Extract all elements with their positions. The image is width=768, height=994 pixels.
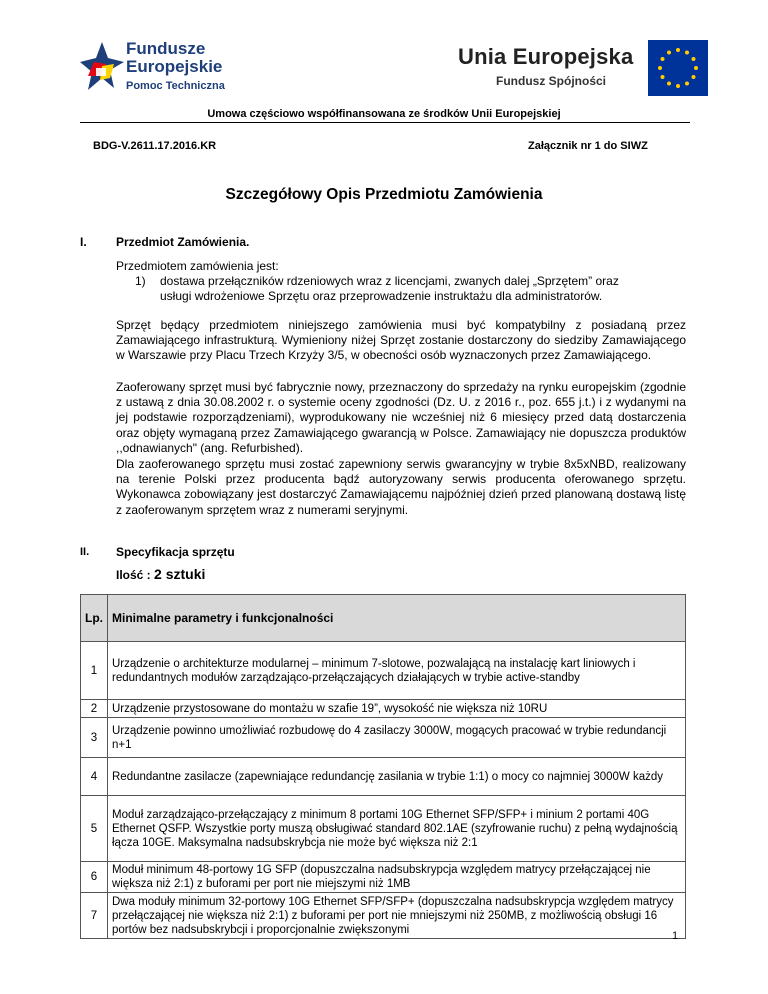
reference-number: BDG-V.2611.17.2016.KR: [93, 140, 217, 152]
row-lp: 4: [81, 758, 108, 796]
ue-subtitle: Fundusz Spójności: [496, 74, 606, 88]
row-lp: 1: [81, 642, 108, 700]
cofinanced-note: Umowa częściowo współfinansowana ze środków Unii Europejskiej: [207, 108, 561, 120]
row-text: Moduł zarządzająco-przełączający z minimum 8 portami 10G Ethernet SFP/SFP+ i minium 2 portami 40G Ethernet QSFP. Wszystkie porty muszą obsługiwać standard 802.1AE (szyfrowanie ruchu) z pełną wydajnością łącza 10GE. Maksymalna nadsubskrybcja nie może być większa niż 2:1: [108, 796, 686, 862]
row-lp: 5: [81, 796, 108, 862]
section1-item-line2: usługi wdrożeniowe Sprzętu oraz przeprowadzenie instruktażu dla administratorów.: [160, 289, 603, 303]
section1-paragraph-2: Zaoferowany sprzęt musi być fabrycznie nowy, przeznaczony do sprzedaży na rynku europejskim (zgodnie z ustawą z dnia 30.08.2002 r. o systemie oceny zgodności (Dz. U. z 2016 r., poz. 655 j.t.) i z wydanymi na jej podstawie rozporządzeniami), wyprodukowany nie wcześniej niż 6 miesięcy przed datą dostarczenia oraz objęty wymaganą przez Zamawiającego gwarancją w Polsce. Zamawiający nie dopuszcza produktów ,,odnawianych" (ang. Refurbished).: [116, 380, 686, 455]
specification-table: [80, 594, 686, 939]
table-row: [81, 893, 686, 939]
row-text: Urządzenie przystosowane do montażu w szafie 19”, wysokość nie większa niż 10RU: [108, 700, 686, 718]
quantity-label: [116, 567, 205, 583]
ue-title: Unia Europejska: [458, 44, 634, 69]
quantity-label-text: Ilość :: [116, 568, 151, 582]
section1-heading: Przedmiot Zamówienia.: [116, 235, 250, 249]
eu-flag-icon: [648, 40, 708, 96]
section1-item-number: 1): [135, 274, 146, 288]
section1-paragraph-1: Sprzęt będący przedmiotem niniejszego zamówienia musi być kompatybilny z posiadaną przez Zamawiającego infrastrukturą. Wymieniony niżej Sprzęt zostanie dostarczony do siedziby Zamawiającego w Warszawie przy Placu Trzech Krzyży 3/5, w obecności osób wyznaczonych przez Zamawiającego.: [116, 318, 686, 363]
row-lp: 6: [81, 862, 108, 893]
unia-europejska-logo: [458, 40, 708, 96]
table-row: [81, 642, 686, 700]
section1-item-line1: dostawa przełączników rdzeniowych wraz z licencjami, zwanych dalej „Sprzętem” oraz: [160, 274, 619, 288]
section1-number: I.: [80, 235, 87, 249]
table-row: [81, 758, 686, 796]
row-text: Redundantne zasilacze (zapewniające redundancję zasilania w trybie 1:1) o mocy co najmniej 3000W każdy: [108, 758, 686, 796]
table-row: [81, 796, 686, 862]
table-header-row: [81, 595, 686, 642]
row-text: Dwa moduły minimum 32-portowy 10G Ethernet SFP/SFP+ (dopuszczalna nadsubskrypcja względem matrycy przełączającej nie większa niż 2:1) z buforami per port nie mniejszymi niż 250MB, z możliwością obsługi 16 portów bez nadsubskrybcji i proporcjonalnie zwiększonymi: [108, 893, 686, 939]
header-divider: [80, 122, 690, 123]
section1-intro: Przedmiotem zamówienia jest:: [116, 259, 279, 273]
table-row: [81, 700, 686, 718]
row-lp: 3: [81, 718, 108, 758]
column-header-lp: Lp.: [81, 595, 108, 642]
fe-line2: Europejskie: [126, 57, 223, 76]
section2-number: II.: [80, 546, 90, 558]
row-text: Urządzenie o architekturze modularnej – minimum 7-slotowe, pozwalającą na instalację kart liniowych i redundantnych modułów zarządzająco-przełączających działających w trybie active-standby: [108, 642, 686, 700]
fe-line1: Fundusze: [126, 39, 206, 58]
table-row: [81, 862, 686, 893]
fe-subtitle: Pomoc Techniczna: [126, 80, 225, 92]
fundusze-europejskie-logo: [80, 38, 260, 98]
quantity-value: 2 sztuki: [154, 566, 206, 582]
row-text: Moduł minimum 48-portowy 1G SFP (dopuszczalna nadsubskrypcja względem matrycy przełączającej nie większa niż 2:1) z buforami per port nie miejszymi niż 1MB: [108, 862, 686, 893]
document-title: Szczegółowy Opis Przedmiotu Zamówienia: [225, 186, 543, 203]
column-header-parameters: Minimalne parametry i funkcjonalności: [108, 595, 686, 642]
section1-paragraph-3: Dla zaoferowanego sprzętu musi zostać zapewniony serwis gwarancyjny w trybie 8x5xNBD, realizowany na terenie Polski przez producenta bądź autoryzowany serwis producenta oferowanego sprzętu. Wykonawca zobowiązany jest dostarczyć Zamawiającemu najpóźniej dzień przed planowaną dostawą listę z zaoferowanym sprzętem wraz z numerami seryjnymi.: [116, 457, 686, 517]
row-lp: 2: [81, 700, 108, 718]
page-number: 1: [672, 930, 679, 942]
table-row: [81, 718, 686, 758]
fe-star-icon: [80, 40, 124, 96]
row-text: Urządzenie powinno umożliwiać rozbudowę do 4 zasilaczy 3000W, mogących pracować w trybie redundancji n+1: [108, 718, 686, 758]
row-lp: 7: [81, 893, 108, 939]
annex-label: Załącznik nr 1 do SIWZ: [528, 140, 648, 152]
section2-heading: Specyfikacja sprzętu: [116, 545, 235, 559]
